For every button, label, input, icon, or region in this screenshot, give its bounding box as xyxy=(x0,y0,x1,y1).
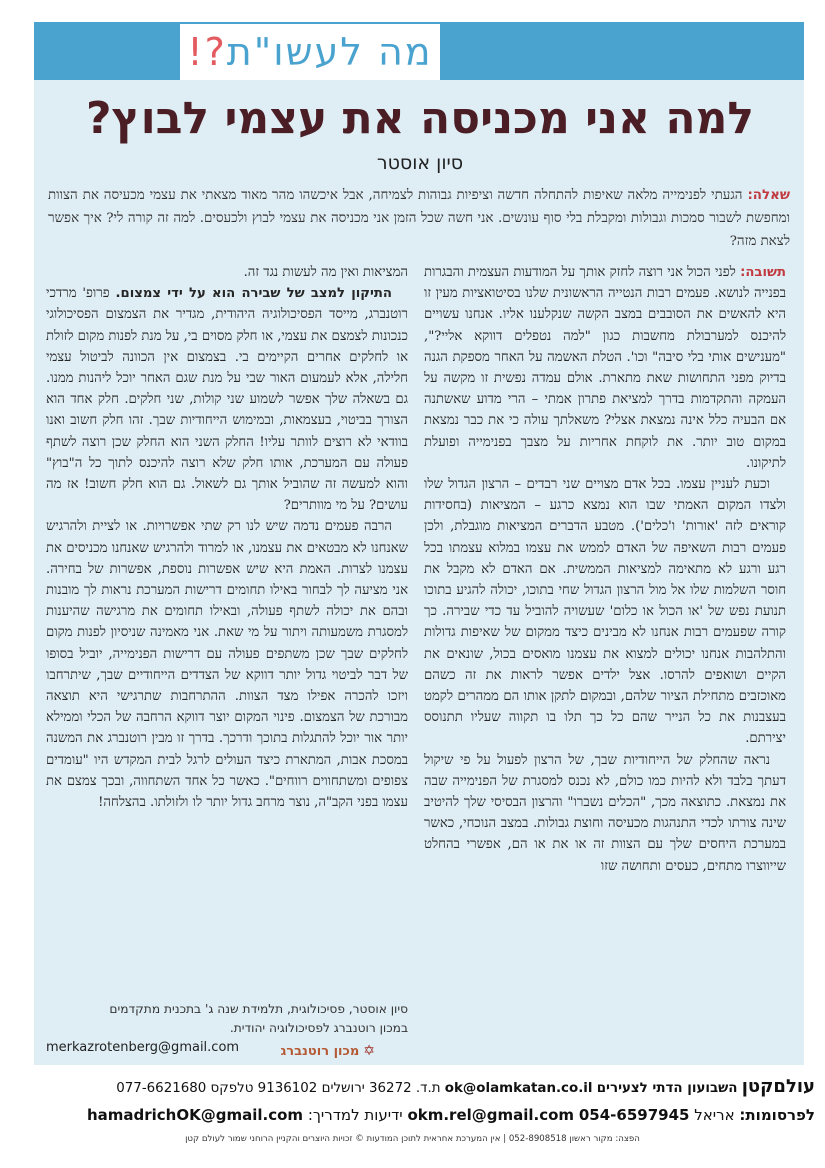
ads-person: אריאל xyxy=(694,1106,735,1124)
answer-paragraph: נראה שהחלק של הייחודיות שבך, של הרצון לפעול על פי שיקול דעתך בלבד ולא להיות כמו כולם, לא נכנס למסגרת של הפנימייה שבה את נמצאת. כתוצאה מכך, "הכלים נשברו" והרצון הבסיסי שלך להיטיב שינה צורתו לכדי התנהגות מכעיסה וחוצת גבולות. במצב הנוכחי, כאשר במערכת היחסים שלך עם הצוות זה או את או הם, אפשרי בהחלט שייווצרו מתחים, כעסים ותחושה שזו xyxy=(424,752,786,874)
section-title-accent: ?! xyxy=(187,30,227,74)
section-title xyxy=(180,24,440,80)
section-title-main: מה לעשו"ת xyxy=(226,30,433,74)
answer-column-right xyxy=(424,262,786,1055)
ads-label: לפרסומות: xyxy=(739,1106,815,1124)
star-of-david-icon: ✡ xyxy=(363,1043,375,1059)
answer-paragraph: המציאות ואין מה לעשות נגד זה. xyxy=(243,265,408,280)
website-link[interactable]: katan.co.il xyxy=(513,1081,593,1096)
footer-line-2 xyxy=(10,1102,815,1128)
question-text: הגעתי לפנימייה מלאה שאיפות להתחלה חדשה וציפיות גבוהות לצמיחה, אבל איכשהו מהר מאוד מצאתי את עצמי מכעיסה את הצוות ומחפשת לשבור סמכות וגבולות ומקבלת בלי סוף עונשים. אני חשה שכל הזמן אני מכניסה את עצמי לבוץ ולכעסים. למה זה קורה לי? איך אפשר לצאת מזה? xyxy=(48,188,790,249)
weekly-tagline: השבועון הדתי לצעירים xyxy=(596,1081,738,1096)
bio-line: במכון רוטנברג לפסיכולוגיה יהודית. xyxy=(229,1021,408,1035)
question-label: שאלה: xyxy=(747,188,790,203)
answer-paragraph xyxy=(424,262,786,474)
contact-email[interactable]: merkazrotenberg@gmail.com xyxy=(46,1040,240,1055)
author-bio xyxy=(46,1000,408,1040)
answer-text: לפני הכול אני רוצה לחזק אותך על המודעות העצמית והבגרות בפנייה לנושא. פעמים רבות הנטייה הראשונית שלנו בסיטואציות מעין זו היא להאשים את הסובבים במצב הקשה שנקלענו אליו. אנחנו עשויים להיכנס למערבולת מחשבות כגון "למה נטפלים דווקא אליי?", "מענישים אותי בלי סיבה" וכו'. הטלת האשמה על האחר מספקת הגנה בדיוק מפני התחושות שאת מתארת. אולם עמדה נפשית זו מקשה על העמקה והתקדמות בדרך למציאת פתרון אמתי – הרי מדוע שאשתנה אם הבעיה כלל אינה נמצאת אצלי? משאלתך עולה כי את כבר נמצאת במקום טוב יותר. את לוקחת אחריות על מצבך בפנימייה ופועלת לתיקונו. xyxy=(424,265,786,471)
subheading: התיקון למצב של שבירה הוא על ידי צמצום. xyxy=(115,286,392,302)
ads-email[interactable]: okm.rel@gmail.com xyxy=(407,1106,575,1124)
article-headline: למה אני מכניסה את עצמי לבוץ? xyxy=(85,93,755,144)
fax-number: טלפקס 077-6621680 xyxy=(116,1081,254,1096)
answer-column-left xyxy=(46,262,408,998)
answer-paragraph: וכעת לעניין עצמו. בכל אדם מצויים שני רבדים – הרצון הגדול שלו ולצדו המקום האמתי שבו הוא נמצא כרגע – המציאות (בחסידות קוראים לזה 'אורות' ו'כלים'). מטבע הדברים המציאות מוגבלת, ולכן פעמים רבות השאיפה של האדם לממש את עצמו במלוא עצמתו בכל רגע ורגע לא מתאימה למציאות הממשית. אם האדם לא מקבל את חוסר השלמות שלו אל מול הרצון הגדול שחי בתוכו, יכולה להגיע בתוכו תנועת נפש של 'או הכול או כלום' שעשויה להוביל עד כדי שבירה. כך קורה שפעמים רבות אנחנו לא מבינים כיצד ממקום של שאיפות גדולות והתלהבות אנחנו יכולים למצוא את עצמנו מואסים בכול, שונאים את הקיים ושואפים להרסו. אצל ילדים אפשר לראות את זה כשהם מאוכזבים מתחילת הציור שלהם, ובמקום לתקן אותו הם ממהרים לקמט בעצבנות את כל הנייר שהם כל כך תלו בו תקווה שעליו תתנוסס יצירתם. xyxy=(424,477,786,747)
footer-line-1 xyxy=(10,1074,815,1100)
bio-line: סיון אוסטר, פסיכולוגית, תלמידת שנה ג' בתכנית מתקדמים xyxy=(109,1002,408,1016)
article-author: סיון אוסטר xyxy=(376,152,464,174)
logo-text: מכון רוטנברג xyxy=(280,1043,360,1059)
postal-address: ת.ד. 36272 ירושלים 9136102 xyxy=(257,1081,441,1096)
footer-legal: הפצה: מקור ראשון 052-8908518 | אין המערכת אחראית לתוכן המודעות © זכויות היוצרים והקניין הרוחני שמור לעולם קטן xyxy=(185,1134,640,1144)
answer-paragraph xyxy=(46,283,408,516)
brand-logo: עולםקטן xyxy=(741,1076,815,1097)
question-block xyxy=(48,184,790,254)
email-ok[interactable]: ok@olam xyxy=(444,1081,514,1096)
answer-label: תשובה: xyxy=(740,265,786,280)
rotenberg-logo xyxy=(255,1040,375,1062)
footer xyxy=(0,1068,825,1168)
guide-email[interactable]: hamadrichOK@gmail.com xyxy=(86,1106,304,1124)
answer-paragraph: הרבה פעמים נדמה שיש לנו רק שתי אפשרויות. או לציית ולהרגיש שאנחנו לא מבטאים את עצמנו, או למרוד ולהרגיש שאנחנו מכניסים את עצמנו לצרות. האמת היא שיש אפשרות נוספת, אפשרות של בחירה. אני מציעה לך לבחור באילו תחומים דרישות המערכת נראות לך מובנות ובהם את יכולה לשתף פעולה, ובאילו תחומים את מרגישה שהיענות למסגרת משמעותה ויתור על מי שאת. אני מאמינה שניסיון לפנות מקום לחלקים שבך שכן משתפים פעולה עם דרישות הפנימייה, יוביל בסופו של דבר לביטוי גדול יותר דווקא של הצדדים הייחודיים שבך, שיתרחבו ויזכו להכרה אפילו מצד הצוות. ההתרחבות שתרגישי היא תוצאה מבורכת של הצמצום. פינוי המקום יוצר דווקא הרחבה של הכלי וממילא יותר אור יוכל להתגלות בתוכך ודרכך. בדרך זו מבין רוטנברג את המשנה במסכת אבות, המתארת כיצד העולים לרגל לבית המקדש היו "עומדים צפופים ומשתחווים רווחים". כאשר כל אחד השתחווה, ובכך צמצם את עצמו בפני הקב"ה, נוצר מרחב גדול יותר לו ולזולתו. בהצלחה! xyxy=(46,519,408,811)
guide-label: ידיעות למדריך: xyxy=(307,1106,403,1124)
ads-phone: 054-6597945 xyxy=(578,1106,690,1124)
answer-text: מרדכי רוטנברג, מייסד הפסיכולוגיה היהודית, מגדיר את הצמצום הפסיכולוגי כנכונות לצמצם את עצמי, או חלק מסוים בי, על מנת לפנות מקום לזולת או לחלקים אחרים הקיימים בי. בצמצום אין הכוונה לביטול עצמי חלילה, אלא לעמעום האור שבי על מנת שגם האחר יוכל ליהנות ממנו. גם בשאלה שלך אפשר לשמוע שני קולות, שני חלקים. חלק אחד הוא הצורך בביטוי, בעצמאות, ובמימוש הייחודיות שבך. זהו חלק חשוב ואנו בוודאי לא רוצים לוותר עליו! החלק השני הוא החלק שכן רוצה לשתף פעולה עם המערכת, אותו חלק שלא רוצה להיכנס לתוך כל ה"בוץ" והוא למעשה זה שהוביל אותך גם לשאול. גם הוא חלק חשוב! אז מה עושים? על מי מוותרים? xyxy=(46,286,408,514)
subheading-after: פרופ' xyxy=(82,286,110,302)
